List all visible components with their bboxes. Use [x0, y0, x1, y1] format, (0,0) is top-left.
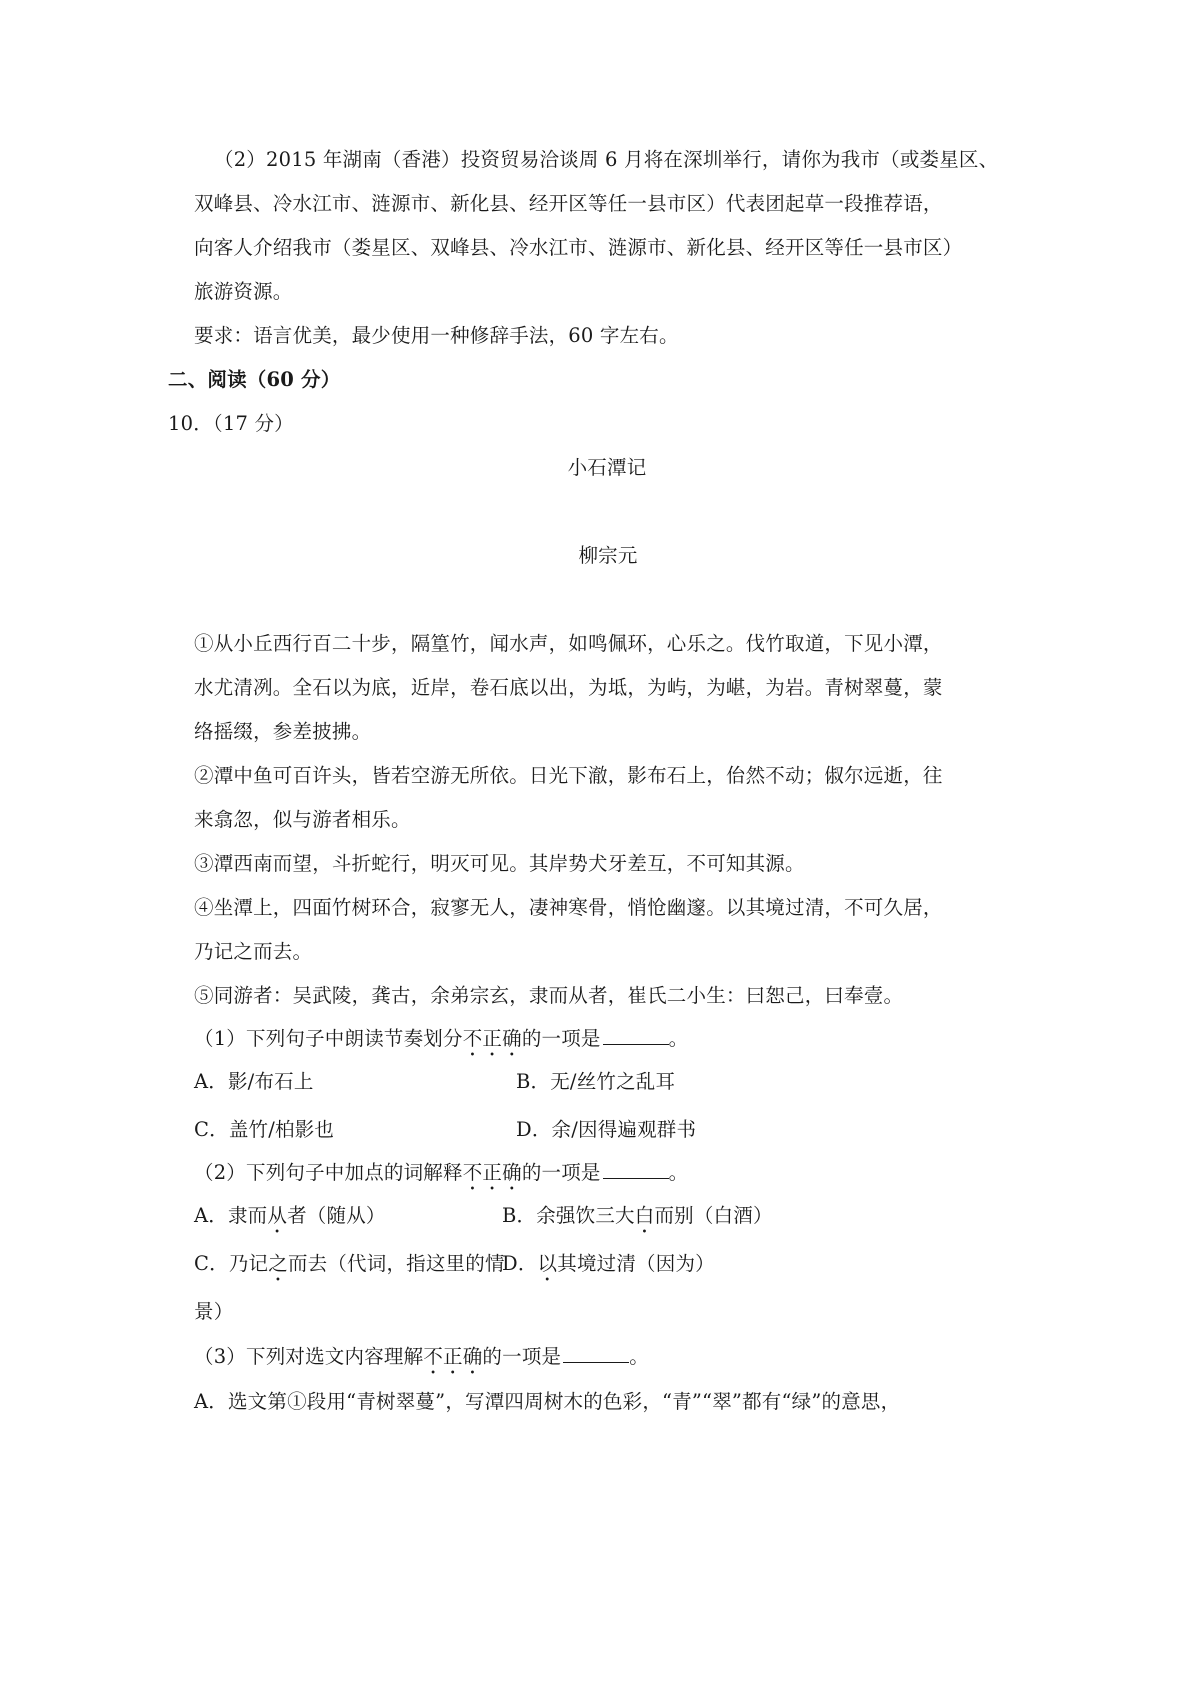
sub1-option-c: C．盖竹/柏影也 — [194, 1118, 335, 1141]
sub1-stem-before: （1）下列句子中朗读节奏划分 — [194, 1027, 463, 1050]
passage-p3-line1: ③潭西南而望，斗折蛇行，明灭可见。其岸势犬牙差互，不可知其源。 — [194, 852, 805, 875]
sub3-stem-end: 。 — [629, 1345, 649, 1368]
sub2-stem — [194, 1158, 688, 1195]
sub2-option-d-dotted-word: 以 — [537, 1252, 558, 1275]
q9-2-line4: 旅游资源。 — [194, 280, 293, 303]
sub2-option-b-dotted-word: 白 — [634, 1204, 655, 1227]
sub3-stem-after: 的一项是 — [482, 1345, 562, 1368]
sub1-stem-after: 的一项是 — [521, 1027, 601, 1050]
sub2-option-b-post: 而别（白酒） — [654, 1204, 773, 1227]
sub1-option-d: D．余/因得遍观群书 — [516, 1118, 697, 1141]
sub2-stem-before: （2）下列句子中加点的词解释 — [194, 1161, 463, 1184]
sub3-stem-before: （3）下列对选文内容理解 — [194, 1345, 424, 1368]
sub2-option-c-dotted-word: 之 — [268, 1252, 288, 1275]
sub2-stem-after: 的一项是 — [521, 1161, 601, 1184]
passage-p1-line2: 水尤清冽。全石以为底，近岸，卷石底以出，为坻，为屿，为嵁，为岩。青树翠蔓，蒙 — [194, 676, 943, 699]
sub1-stem — [194, 1024, 688, 1061]
sub2-option-a-post: 者（随从） — [287, 1204, 386, 1227]
q9-2-requirement: 要求：语言优美，最少使用一种修辞手法，60 字左右。 — [194, 324, 679, 347]
sub2-option-b-pre: B．余强饮三大 — [502, 1204, 635, 1227]
sub2-option-c — [194, 1250, 505, 1286]
sub2-option-c-pre: C．乃记 — [194, 1252, 269, 1275]
q9-2-line1: （2）2015 年湖南（香港）投资贸易洽谈周 6 月将在深圳举行，请你为我市（或娄星区、 — [214, 148, 999, 171]
q10-header: 10．（17 分） — [168, 412, 294, 435]
passage-p1-line3: 络摇缀，参差披拂。 — [194, 720, 372, 743]
sub2-answer-blank[interactable] — [603, 1158, 669, 1179]
sub2-option-d-post: 其境过清（因为） — [557, 1252, 715, 1275]
sub3-stem — [194, 1342, 649, 1379]
sub1-option-a: A．影/布石上 — [194, 1070, 314, 1093]
sub3-option-a-line1: A．选文第①段用“青树翠蔓”，写潭四周树木的色彩，“青”“翠”都有“绿”的意思， — [194, 1390, 901, 1413]
sub2-option-d — [502, 1250, 715, 1286]
passage-p1-line1: ①从小丘西行百二十步，隔篁竹，闻水声，如鸣佩环，心乐之。伐竹取道，下见小潭， — [194, 632, 943, 655]
sub1-stem-end: 。 — [668, 1027, 689, 1050]
passage-p4-line1: ④坐潭上，四面竹树环合，寂寥无人，凄神寒骨，悄怆幽邃。以其境过清，不可久居， — [194, 896, 943, 919]
sub3-answer-blank[interactable] — [563, 1342, 629, 1363]
q9-2-line2: 双峰县、冷水江市、涟源市、新化县、经开区等任一县市区）代表团起草一段推荐语， — [194, 192, 943, 215]
sub2-stem-emphasis: 不正确 — [462, 1161, 522, 1184]
sub2-stem-end: 。 — [668, 1161, 689, 1184]
sub1-stem-emphasis: 不正确 — [462, 1027, 522, 1050]
sub1-answer-blank[interactable] — [603, 1024, 669, 1045]
sub2-option-d-pre: D． — [502, 1252, 538, 1275]
sub2-option-c-post: 而去（代词，指这里的情 — [287, 1252, 505, 1275]
passage-p2-line2: 来翕忽，似与游者相乐。 — [194, 808, 411, 831]
sub1-option-b: B．无/丝竹之乱耳 — [516, 1070, 676, 1093]
sub2-option-a-pre: A．隶而 — [194, 1204, 268, 1227]
passage-p5-line1: ⑤同游者：吴武陵，龚古，余弟宗玄，隶而从者，崔氏二小生：曰恕己，曰奉壹。 — [194, 984, 904, 1007]
section-title: 二、阅读（60 分） — [168, 368, 341, 391]
sub2-option-c-wrap: 景） — [194, 1300, 234, 1323]
sub2-option-a-dotted-word: 从 — [267, 1204, 288, 1227]
passage-p2-line1: ②潭中鱼可百许头，皆若空游无所依。日光下澈，影布石上，佁然不动；俶尔远逝，往 — [194, 764, 943, 787]
passage-author: 柳宗元 — [578, 544, 638, 567]
passage-p4-line2: 乃记之而去。 — [194, 940, 313, 963]
sub3-stem-emphasis: 不正确 — [423, 1345, 483, 1368]
q9-2-line3: 向客人介绍我市（娄星区、双峰县、冷水江市、涟源市、新化县、经开区等任一县市区） — [194, 236, 963, 259]
sub2-option-a — [194, 1202, 386, 1238]
passage-title: 小石潭记 — [567, 456, 647, 479]
sub2-option-b — [502, 1202, 773, 1238]
